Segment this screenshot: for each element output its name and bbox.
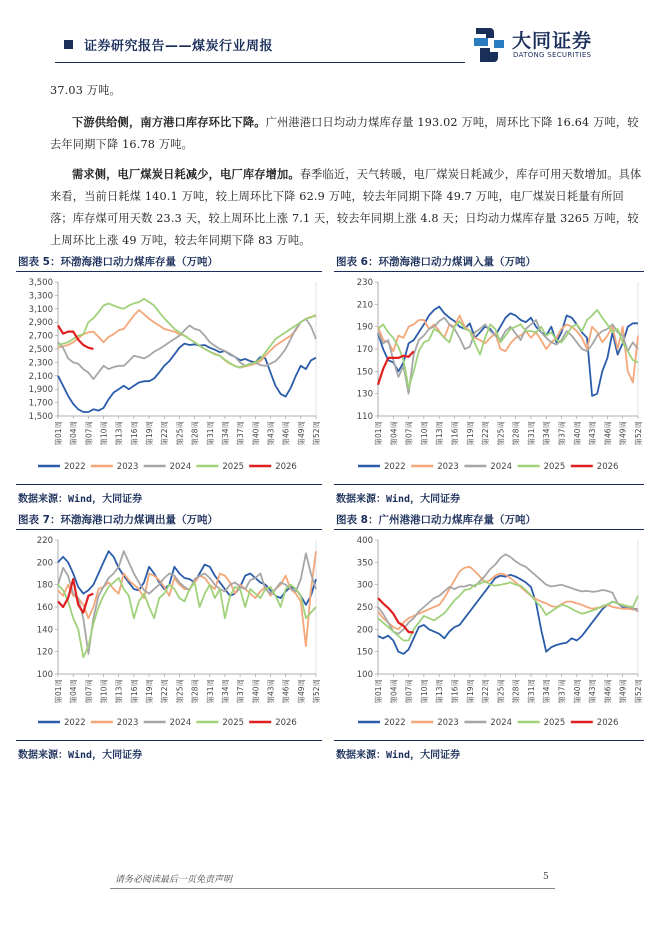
figure-7-bottom-rule (16, 740, 322, 741)
y-tick-label: 250 (356, 603, 373, 613)
x-tick-label: 第52周 (312, 679, 321, 704)
legend-label-2025: 2025 (222, 718, 245, 728)
y-tick-label: 3,100 (28, 304, 53, 315)
figure-8-chart (334, 534, 644, 734)
x-tick-label: 第28周 (511, 421, 521, 446)
x-tick-label: 第46周 (603, 421, 613, 446)
x-tick-label: 第04周 (389, 421, 399, 446)
x-tick-label: 第10周 (99, 421, 109, 446)
x-tick-label: 第13周 (114, 421, 124, 446)
paragraph-continued (50, 80, 645, 102)
y-tick-label: 230 (356, 278, 373, 288)
y-tick-label: 190 (356, 322, 373, 333)
x-tick-label: 第13周 (435, 421, 445, 446)
x-tick-label: 第43周 (266, 679, 276, 704)
x-tick-label: 第37周 (236, 421, 246, 446)
series-line-2022 (378, 307, 638, 396)
legend-label-2024: 2024 (490, 462, 513, 472)
x-tick-label: 第22周 (160, 679, 170, 704)
figure-7-title: 图表 7：环渤海港口动力煤调出量（万吨） (18, 514, 218, 526)
y-tick-label: 120 (36, 647, 53, 658)
y-tick-label: 3,500 (28, 278, 53, 288)
legend-label-2025: 2025 (222, 462, 245, 472)
y-tick-label: 3,300 (28, 291, 53, 302)
y-tick-label: 100 (36, 670, 53, 680)
legend-label-2024: 2024 (169, 462, 192, 472)
logo-english-name: DATONG SECURITIES (513, 51, 592, 59)
y-tick-label: 350 (356, 558, 373, 569)
y-tick-label: 2,700 (28, 331, 53, 342)
legend-label-2022: 2022 (384, 718, 406, 728)
x-tick-label: 第07周 (84, 679, 94, 704)
x-tick-label: 第49周 (618, 421, 628, 446)
x-tick-label: 第22周 (160, 421, 170, 446)
header-divider (55, 62, 465, 63)
y-tick-label: 130 (356, 389, 373, 400)
x-tick-label: 第34周 (542, 679, 552, 704)
x-tick-label: 第01周 (54, 679, 63, 704)
figure-8-rule (334, 529, 644, 530)
legend-label-2023: 2023 (437, 462, 459, 472)
x-tick-label: 第40周 (251, 679, 261, 704)
x-tick-label: 第34周 (542, 421, 552, 446)
series-line-2024 (378, 554, 638, 634)
figure-5-source: 数据来源：Wind，大同证券 (18, 494, 143, 505)
x-tick-label: 第46周 (281, 679, 291, 704)
x-tick-label: 第52周 (312, 421, 321, 446)
x-tick-label: 第16周 (450, 679, 460, 704)
x-tick-label: 第28周 (511, 679, 521, 704)
series-line-2025 (58, 299, 316, 367)
series-line-2023 (378, 567, 638, 630)
x-tick-label: 第43周 (266, 421, 276, 446)
figure-6-chart (334, 276, 644, 478)
x-tick-label: 第34周 (220, 421, 230, 446)
y-tick-label: 2,100 (28, 371, 53, 382)
paragraph-demand (50, 163, 645, 252)
paragraph-heading: 需求侧，电厂煤炭日耗减少，电厂库存增加。 (72, 167, 300, 181)
x-tick-label: 第52周 (634, 421, 643, 446)
y-tick-label: 160 (36, 603, 53, 613)
x-tick-label: 第52周 (634, 679, 643, 704)
y-tick-label: 100 (356, 670, 373, 680)
x-tick-label: 第22周 (481, 679, 491, 704)
legend-label-2026: 2026 (596, 462, 619, 472)
paragraph-supply (50, 111, 645, 156)
x-tick-label: 第40周 (251, 421, 261, 446)
x-tick-label: 第16周 (129, 679, 139, 704)
page-number: 5 (543, 872, 549, 882)
paragraph-text: 广州港港口日均动力煤库存量 193.02 万吨，周环比下降 16.64 万吨，较去年同期下降 16.78 万吨。 (50, 116, 639, 151)
y-tick-label: 150 (356, 647, 373, 658)
logo-chinese-name: 大同证券 (512, 30, 593, 52)
x-tick-label: 第37周 (557, 421, 567, 446)
y-tick-label: 200 (356, 625, 373, 636)
x-tick-label: 第37周 (557, 679, 567, 704)
figure-6-bottom-rule (334, 484, 644, 485)
figure-8-bottom-rule (334, 740, 644, 741)
x-tick-label: 第01周 (374, 421, 383, 446)
x-tick-label: 第19周 (145, 421, 155, 446)
series-line-2024 (58, 319, 316, 379)
legend-label-2026: 2026 (275, 718, 297, 728)
x-tick-label: 第37周 (236, 679, 246, 704)
header-marker (64, 40, 73, 49)
figure-7-chart (14, 534, 322, 734)
x-tick-label: 第22周 (481, 421, 491, 446)
footer-divider (110, 888, 555, 889)
x-tick-label: 第49周 (296, 679, 306, 704)
x-tick-label: 第10周 (419, 421, 429, 446)
figure-5-bottom-rule (16, 484, 322, 485)
figure-5-title: 图表 5：环渤海港口动力煤库存量（万吨） (18, 256, 218, 268)
x-tick-label: 第40周 (572, 679, 582, 704)
y-tick-label: 400 (356, 536, 373, 546)
legend-label-2022: 2022 (64, 462, 86, 472)
figure-8-title: 图表 8：广州港港口动力煤库存量（万吨） (336, 514, 536, 526)
report-title: 证券研究报告——煤炭行业周报 (84, 39, 274, 54)
y-tick-label: 110 (356, 412, 373, 422)
legend-label-2024: 2024 (490, 718, 513, 728)
x-tick-label: 第31周 (526, 421, 536, 446)
x-tick-label: 第25周 (175, 679, 185, 704)
x-tick-label: 第19周 (145, 679, 155, 704)
x-tick-label: 第46周 (603, 679, 613, 704)
x-tick-label: 第10周 (419, 679, 429, 704)
y-tick-label: 220 (36, 536, 53, 546)
legend-label-2025: 2025 (543, 718, 566, 728)
paragraph-text: 春季临近，天气转暖，电厂煤炭日耗减少，库存可用天数增加。具体来看，当前日耗煤 140.1 万吨，较上周环比下降 62.9 万吨，较去年同期下降 49.7 万吨，电厂煤炭日耗量有所回落；库存煤可用天数 23.3 天，较上周环比上涨 7.1 天，较去年同期上涨 4.8 天；日均动力煤库存量 3265 万吨，较上周环比上涨 49 万吨，较去年同期下降 83 万吨。 (50, 168, 642, 247)
x-tick-label: 第49周 (618, 679, 628, 704)
x-tick-label: 第04周 (69, 679, 79, 704)
x-tick-label: 第07周 (404, 421, 414, 446)
y-tick-label: 1,500 (28, 412, 53, 422)
figure-5-rule (16, 271, 322, 272)
y-tick-label: 300 (356, 580, 373, 591)
x-tick-label: 第28周 (190, 679, 200, 704)
figure-5-chart (14, 276, 322, 478)
y-tick-label: 1,900 (28, 385, 53, 396)
legend-label-2025: 2025 (543, 462, 566, 472)
y-tick-label: 140 (36, 625, 53, 636)
x-tick-label: 第13周 (114, 679, 124, 704)
x-tick-label: 第25周 (496, 421, 506, 446)
x-tick-label: 第31周 (205, 421, 215, 446)
x-tick-label: 第04周 (389, 679, 399, 704)
y-tick-label: 180 (36, 580, 53, 591)
x-tick-label: 第19周 (465, 421, 475, 446)
y-tick-label: 210 (356, 300, 373, 311)
legend-label-2023: 2023 (116, 718, 139, 728)
x-tick-label: 第43周 (588, 421, 598, 446)
y-tick-label: 2,500 (28, 345, 53, 355)
series-line-2022 (58, 344, 316, 412)
y-tick-label: 170 (356, 345, 373, 355)
x-tick-label: 第10周 (99, 679, 109, 704)
x-tick-label: 第31周 (205, 679, 215, 704)
x-tick-label: 第31周 (526, 679, 536, 704)
x-tick-label: 第13周 (435, 679, 445, 704)
figure-6-rule (334, 271, 644, 272)
legend-label-2023: 2023 (116, 462, 139, 472)
paragraph-heading: 下游供给侧，南方港口库存环比下降。 (72, 115, 266, 129)
x-tick-label: 第01周 (54, 421, 63, 446)
figure-6-source: 数据来源：Wind，大同证券 (336, 494, 461, 505)
legend-label-2022: 2022 (64, 718, 86, 728)
x-tick-label: 第43周 (588, 679, 598, 704)
x-tick-label: 第34周 (220, 679, 230, 704)
footer-disclaimer: 请务必阅读最后一页免责声明 (115, 875, 233, 885)
x-tick-label: 第49周 (296, 421, 306, 446)
x-tick-label: 第28周 (190, 421, 200, 446)
y-tick-label: 200 (36, 558, 53, 569)
x-tick-label: 第07周 (84, 421, 94, 446)
figure-7-source: 数据来源：Wind，大同证券 (18, 750, 143, 761)
figure-6-title: 图表 6：环渤海港口动力煤调入量（万吨） (336, 256, 536, 268)
x-tick-label: 第01周 (374, 679, 383, 704)
legend-label-2022: 2022 (384, 462, 406, 472)
x-tick-label: 第40周 (572, 421, 582, 446)
y-tick-label: 2,300 (28, 358, 53, 369)
legend-label-2026: 2026 (596, 718, 619, 728)
figure-8-source: 数据来源：Wind，大同证券 (336, 750, 461, 761)
series-line-2024 (58, 551, 316, 654)
x-tick-label: 第46周 (281, 421, 291, 446)
series-line-2023 (378, 316, 638, 383)
paragraph-text: 37.03 万吨。 (50, 84, 121, 97)
x-tick-label: 第04周 (69, 421, 79, 446)
legend-label-2024: 2024 (169, 718, 192, 728)
x-tick-label: 第07周 (404, 679, 414, 704)
x-tick-label: 第25周 (496, 679, 506, 704)
legend-label-2026: 2026 (275, 462, 297, 472)
y-tick-label: 150 (356, 367, 373, 378)
x-tick-label: 第25周 (175, 421, 185, 446)
x-tick-label: 第16周 (129, 421, 139, 446)
y-tick-label: 2,900 (28, 318, 53, 329)
figure-7-rule (16, 529, 322, 530)
legend-label-2023: 2023 (437, 718, 459, 728)
x-tick-label: 第19周 (465, 679, 475, 704)
x-tick-label: 第16周 (450, 421, 460, 446)
y-tick-label: 1,700 (28, 398, 53, 409)
